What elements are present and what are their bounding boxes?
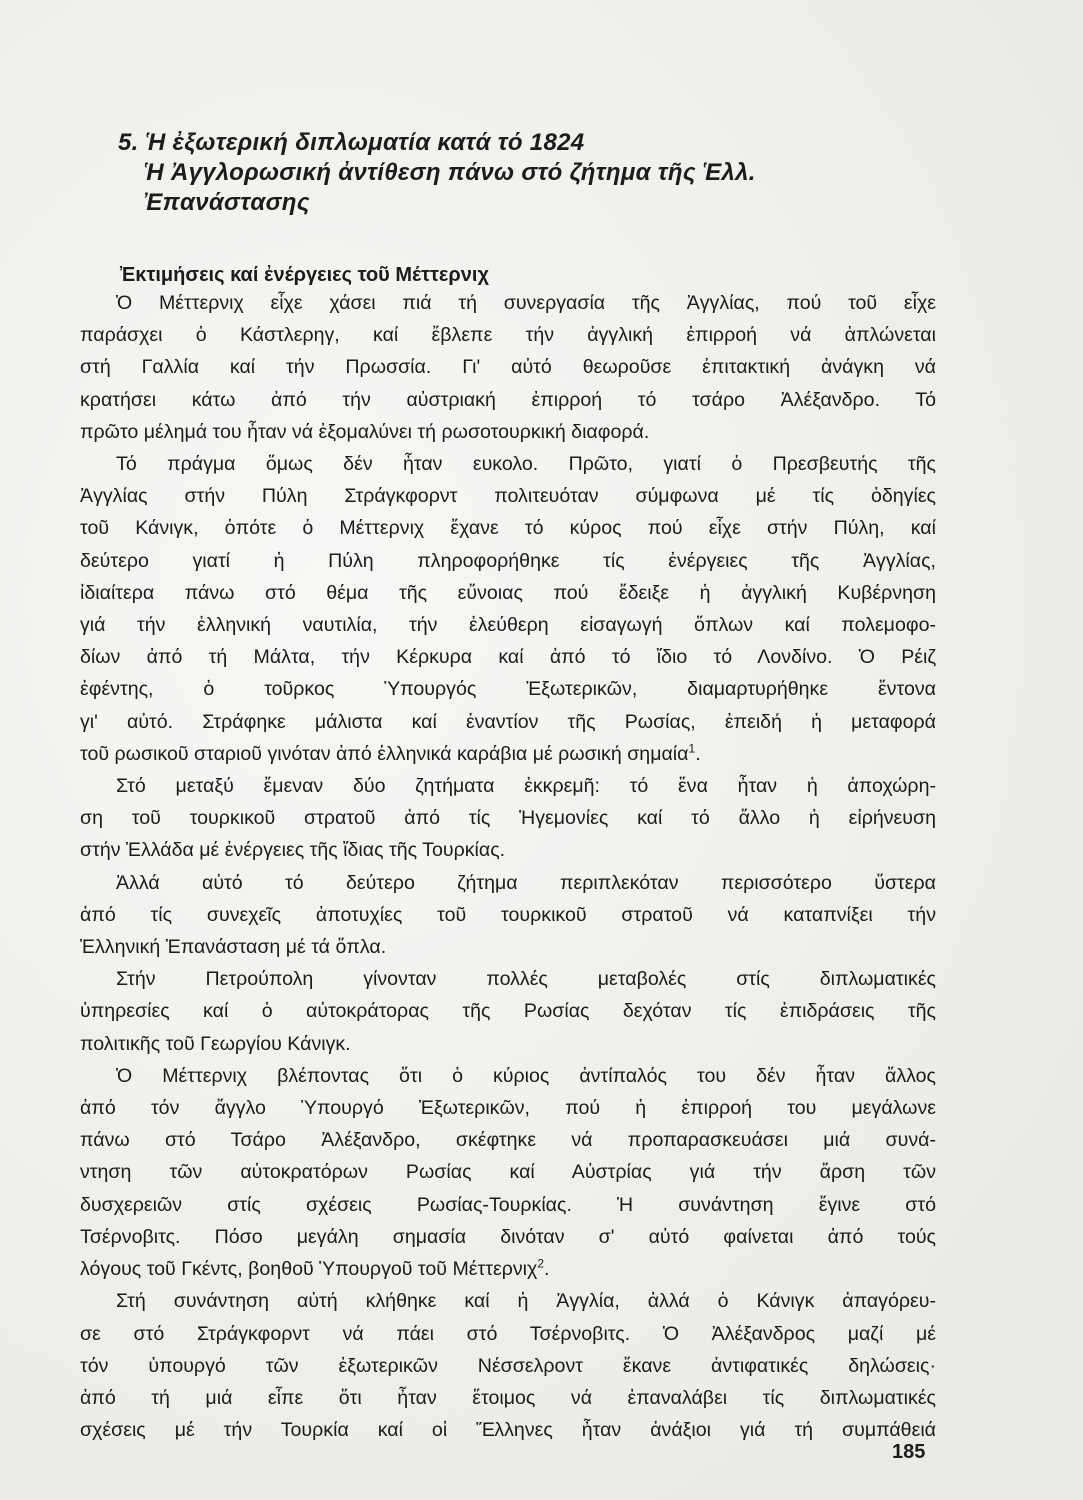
footnote-marker: 1 [688,741,696,756]
footnote-marker: 2 [537,1256,544,1271]
text-line: παράσχει ὁ Κάστλερηγ, καί ἔβλεπε τήν ἀγγλική ἐπιρροή νά ἁπλώνεται [80,324,936,347]
text-line: Ὁ Μέττερνιχ εἶχε χάσει πιά τή συνεργασία τῆς Ἀγγλίας, πού τοῦ εἶχε [116,292,936,314]
page-number: 185 [892,1441,926,1463]
text-line: τοῦ Κάνιγκ, ὁπότε ὁ Μέττερνιχ ἔχανε τό κύρος πού εἶχε στήν Πύλη, καί [80,517,936,540]
text-line: Ἑλληνική Ἐπανάσταση μέ τά ὅπλα. [80,936,387,959]
text-line: ντηση τῶν αὐτοκρατόρων Ρωσίας καί Αὐστρίας γιά τήν ἄρση τῶν [80,1161,936,1184]
text-line: γιά τήν ἑλληνική ναυτιλία, τήν ἐλεύθερη εἰσαγωγή ὅπλων καί πολεμοφο- [80,614,936,637]
text-line-with-footnote [80,1253,936,1285]
text-line: Στήν Πετρούπολη γίνονταν πολλές μεταβολές στίς διπλωματικές [116,968,936,991]
text-line: σε στό Στράγκφορντ νά πάει στό Τσέρνοβιτς. Ὁ Ἀλέξανδρος μαζί μέ [80,1322,936,1345]
heading-line-2: Ἡ Ἀγγλορωσική ἀντίθεση πάνω στό ζήτημα τῆς Ἑλλ. [144,159,756,186]
text-line: Τσέρνοβιτς. Πόσο μεγάλη σημασία δινόταν σ' αὐτό φαίνεται ἀπό τούς [80,1225,936,1248]
text-line-content: λόγους τοῦ Γκέντς, βοηθοῦ Ὑπουργοῦ τοῦ Μέττερνιχ [80,1258,538,1281]
body-text [80,287,936,1446]
text-line: Ὁ Μέττερνιχ βλέποντας ὅτι ὁ κύριος ἀντίπαλός του δέν ἦταν ἄλλος [116,1064,936,1087]
text-line: στήν Ἑλλάδα μέ ἐνέργειες τῆς ἴδιας τῆς Τουρκίας. [80,839,506,862]
text-line: ἀπό τή μιά εἶπε ὅτι ἦταν ἕτοιμος νά ἐπαναλάβει τίς διπλωματικές [80,1386,936,1409]
footnote-tail: . [544,1258,550,1281]
text-line: Στή συνάντηση αὐτή κλήθηκε καί ἡ Ἀγγλία, ἀλλά ὁ Κάνιγκ ἀπαγόρευ- [116,1290,936,1313]
text-line: Τό πράγμα ὅμως δέν ἦταν ευκολο. Πρῶτο, γιατί ὁ Πρεσβευτής τῆς [116,453,936,476]
text-line-content: τοῦ ρωσικοῦ σταριοῦ γινόταν ἀπό ἑλληνικά καράβια μέ ρωσική σημαία [80,742,689,765]
section-subtitle: Ἐκτιμήσεις καί ἐνέργειες τοῦ Μέττερνιχ [120,264,489,286]
text-line: δυσχερειῶν στίς σχέσεις Ρωσίας-Τουρκίας. Ἡ συνάντηση ἔγινε στό [80,1193,936,1216]
text-line: ἰδιαίτερα πάνω στό θέμα τῆς εὔνοιας πού ἔδειξε ἡ ἀγγλική Κυβέρνηση [80,581,936,604]
text-line: ἀπό τόν ἄγγλο Ὑπουργό Ἐξωτερικῶν, πού ἡ ἐπιρροή του μεγάλωνε [80,1097,936,1120]
heading-line-3: Ἐπανάστασης [144,189,310,216]
text-line: Ἀλλά αὐτό τό δεύτερο ζήτημα περιπλεκόταν περισσότερο ὕστερα [116,871,936,894]
text-line: ὑπηρεσίες καί ὁ αὐτοκράτορας τῆς Ρωσίας δεχόταν τίς ἐπιδράσεις τῆς [80,1000,936,1023]
text-line: δεύτερο γιατί ἡ Πύλη πληροφορήθηκε τίς ἐνέργειες τῆς Ἀγγλίας, [80,549,936,572]
chapter-heading [118,128,978,218]
text-line: Ἀγγλίας στήν Πύλη Στράγκφορντ πολιτευόταν σύμφωνα μέ τίς ὁδηγίες [80,485,936,508]
text-line: ἐφέντης, ὁ τοῦρκος Ὑπουργός Ἐξωτερικῶν, διαμαρτυρήθηκε ἔντονα [80,678,936,701]
text-line: πρῶτο μέλημά του ἦταν νά ἐξομαλύνει τή ρωσοτουρκική διαφορά. [80,420,650,443]
text-line: κρατήσει κάτω ἀπό τήν αὐστριακή ἐπιρροή τό τσάρο Ἀλέξανδρο. Τό [80,388,936,411]
text-line: πολιτικῆς τοῦ Γεωργίου Κάνιγκ. [80,1032,351,1055]
text-line: στή Γαλλία καί τήν Πρωσσία. Γι' αὐτό θεωροῦσε ἐπιτακτική ἀνάγκη νά [80,356,936,379]
text-line: ἀπό τίς συνεχεῖς ἀποτυχίες τοῦ τουρκικοῦ στρατοῦ νά καταπνίξει τήν [80,903,936,926]
heading-line-1: 5. Ἡ ἐξωτερική διπλωματία κατά τό 1824 [118,129,585,156]
text-line: τόν ὑπουργό τῶν ἐξωτερικῶν Νέσσελροντ ἔκανε ἀντιφατικές δηλώσεις· [80,1354,936,1377]
footnote-tail: . [695,742,701,765]
text-line: σχέσεις μέ τήν Τουρκία καί οἱ Ἕλληνες ἦταν ἀνάξιοι γιά τή συμπάθειά [80,1419,936,1442]
text-line: Στό μεταξύ ἔμεναν δύο ζητήματα ἐκκρεμῆ: τό ἕνα ἦταν ἡ ἀποχώρη- [116,775,936,798]
text-line: γι' αὐτό. Στράφηκε μάλιστα καί ἐναντίον τῆς Ρωσίας, ἐπειδή ἡ μεταφορά [80,710,936,733]
text-line-with-footnote [80,738,936,770]
text-line: ση τοῦ τουρκικοῦ στρατοῦ ἀπό τίς Ἡγεμονίες καί τό ἄλλο ἡ εἰρήνευση [80,807,936,830]
text-line: δίων ἀπό τή Μάλτα, τήν Κέρκυρα καί ἀπό τό ἴδιο τό Λονδίνο. Ὁ Ρέιζ [80,646,936,669]
text-line: πάνω στό Τσάρο Ἀλέξανδρο, σκέφτηκε νά προπαρασκευάσει μιά συνά- [80,1129,936,1152]
